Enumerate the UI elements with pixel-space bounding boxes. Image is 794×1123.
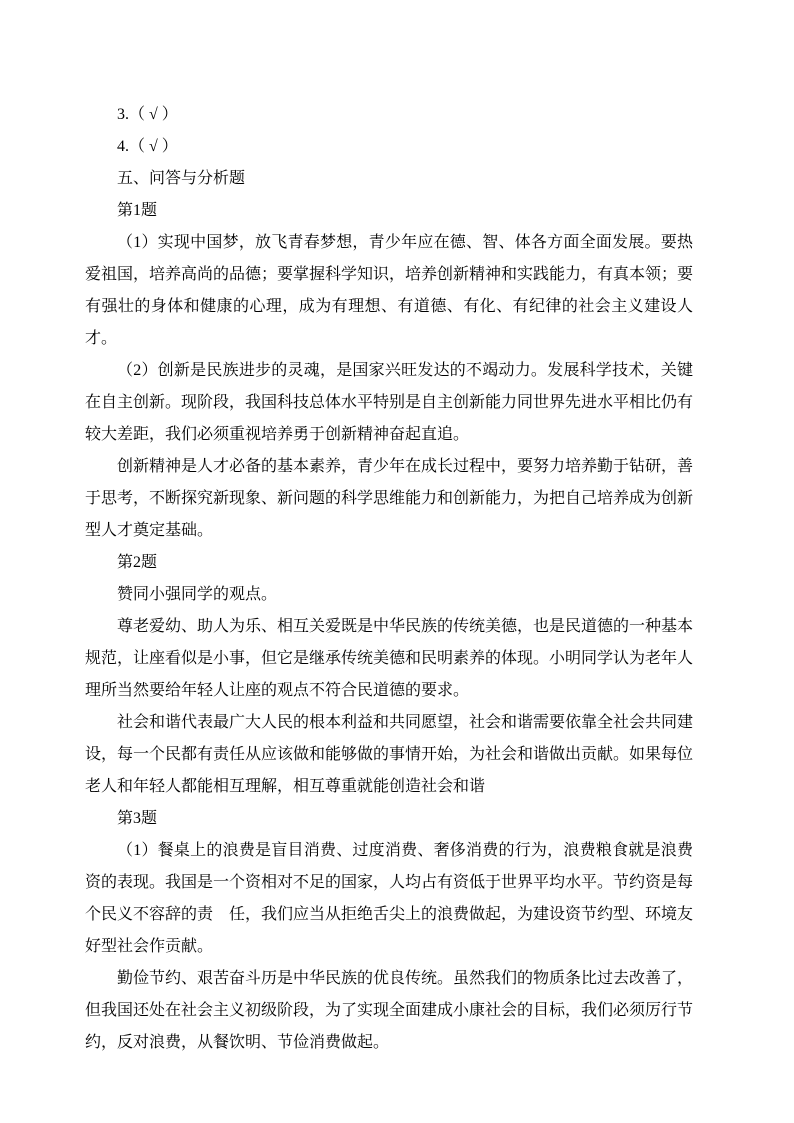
question-1-paragraph-3: 创新精神是人才必备的基本素养，青少年在成长过程中，要努力培养勤于钻研，善于思考，不断探究新现象、新问题的科学思维能力和创新能力，为把自己培养成为创新型人才奠定基础。 — [85, 458, 694, 539]
question-1-paragraph-2: （2）创新是民族进步的灵魂，是国家兴旺发达的不竭动力。发展科学技术，关键在自主创新。现阶段，我国科技总体水平特别是自主创新能力同世界先进水平相比仍有较大差距，我们必须重视培养勇于创新精神奋起直追。 — [85, 362, 694, 443]
question-3-title: 第3题 — [117, 810, 158, 827]
question-2-title: 第2题 — [117, 554, 158, 571]
question-3-paragraph-1: （1）餐桌上的浪费是盲目消费、过度消费、奢侈消费的行为，浪费粮食就是浪费资的表现。我国是一个资相对不足的国家，人均占有资低于世界平均水平。节约资是每个民义不容辞的责 任，我们应当从拒绝舌尖上的浪费做起，为建设资节约型、环境友好型社会作贡献。 — [85, 842, 694, 955]
question-3-paragraph-2: 勤俭节约、艰苦奋斗历是中华民族的优良传统。虽然我们的物质条比过去改善了，但我国还处在社会主义初级阶段，为了实现全面建成小康社会的目标，我们必须厉行节约，反对浪费，从餐饮明、节俭消费做起。 — [85, 970, 694, 1051]
question-2-paragraph-1: 赞同小强同学的观点。 — [117, 586, 278, 603]
question-1-paragraph-1: （1）实现中国梦，放飞青春梦想，青少年应在德、智、体各方面全面发展。要热爱祖国，培养高尚的品德；要掌握科学知识，培养创新精神和实践能力，有真本领；要有强壮的身体和健康的心理，成为有理想、有道德、有化、有纪律的社会主义建设人才。 — [85, 234, 694, 347]
tf-answer-line-3: 3.（ √ ） — [117, 106, 178, 123]
tf-answer-line-4: 4.（ √ ） — [117, 138, 178, 155]
question-2-paragraph-3: 社会和谐代表最广大人民的根本利益和共同愿望，社会和谐需要依靠全社会共同建设，每一个民都有责任从应该做和能够做的事情开始，为社会和谐做出贡献。如果每位老人和年轻人都能相互理解，相互尊重就能创造社会和谐 — [85, 714, 694, 795]
question-2-paragraph-2: 尊老爱幼、助人为乐、相互关爱既是中华民族的传统美德，也是民道德的一种基本规范，让座看似是小事，但它是继承传统美德和民明素养的体现。小明同学认为老年人理所当然要给年轻人让座的观点不符合民道德的要求。 — [85, 618, 694, 699]
question-1-title: 第1题 — [117, 202, 158, 219]
section-heading: 五、问答与分析题 — [117, 170, 246, 187]
